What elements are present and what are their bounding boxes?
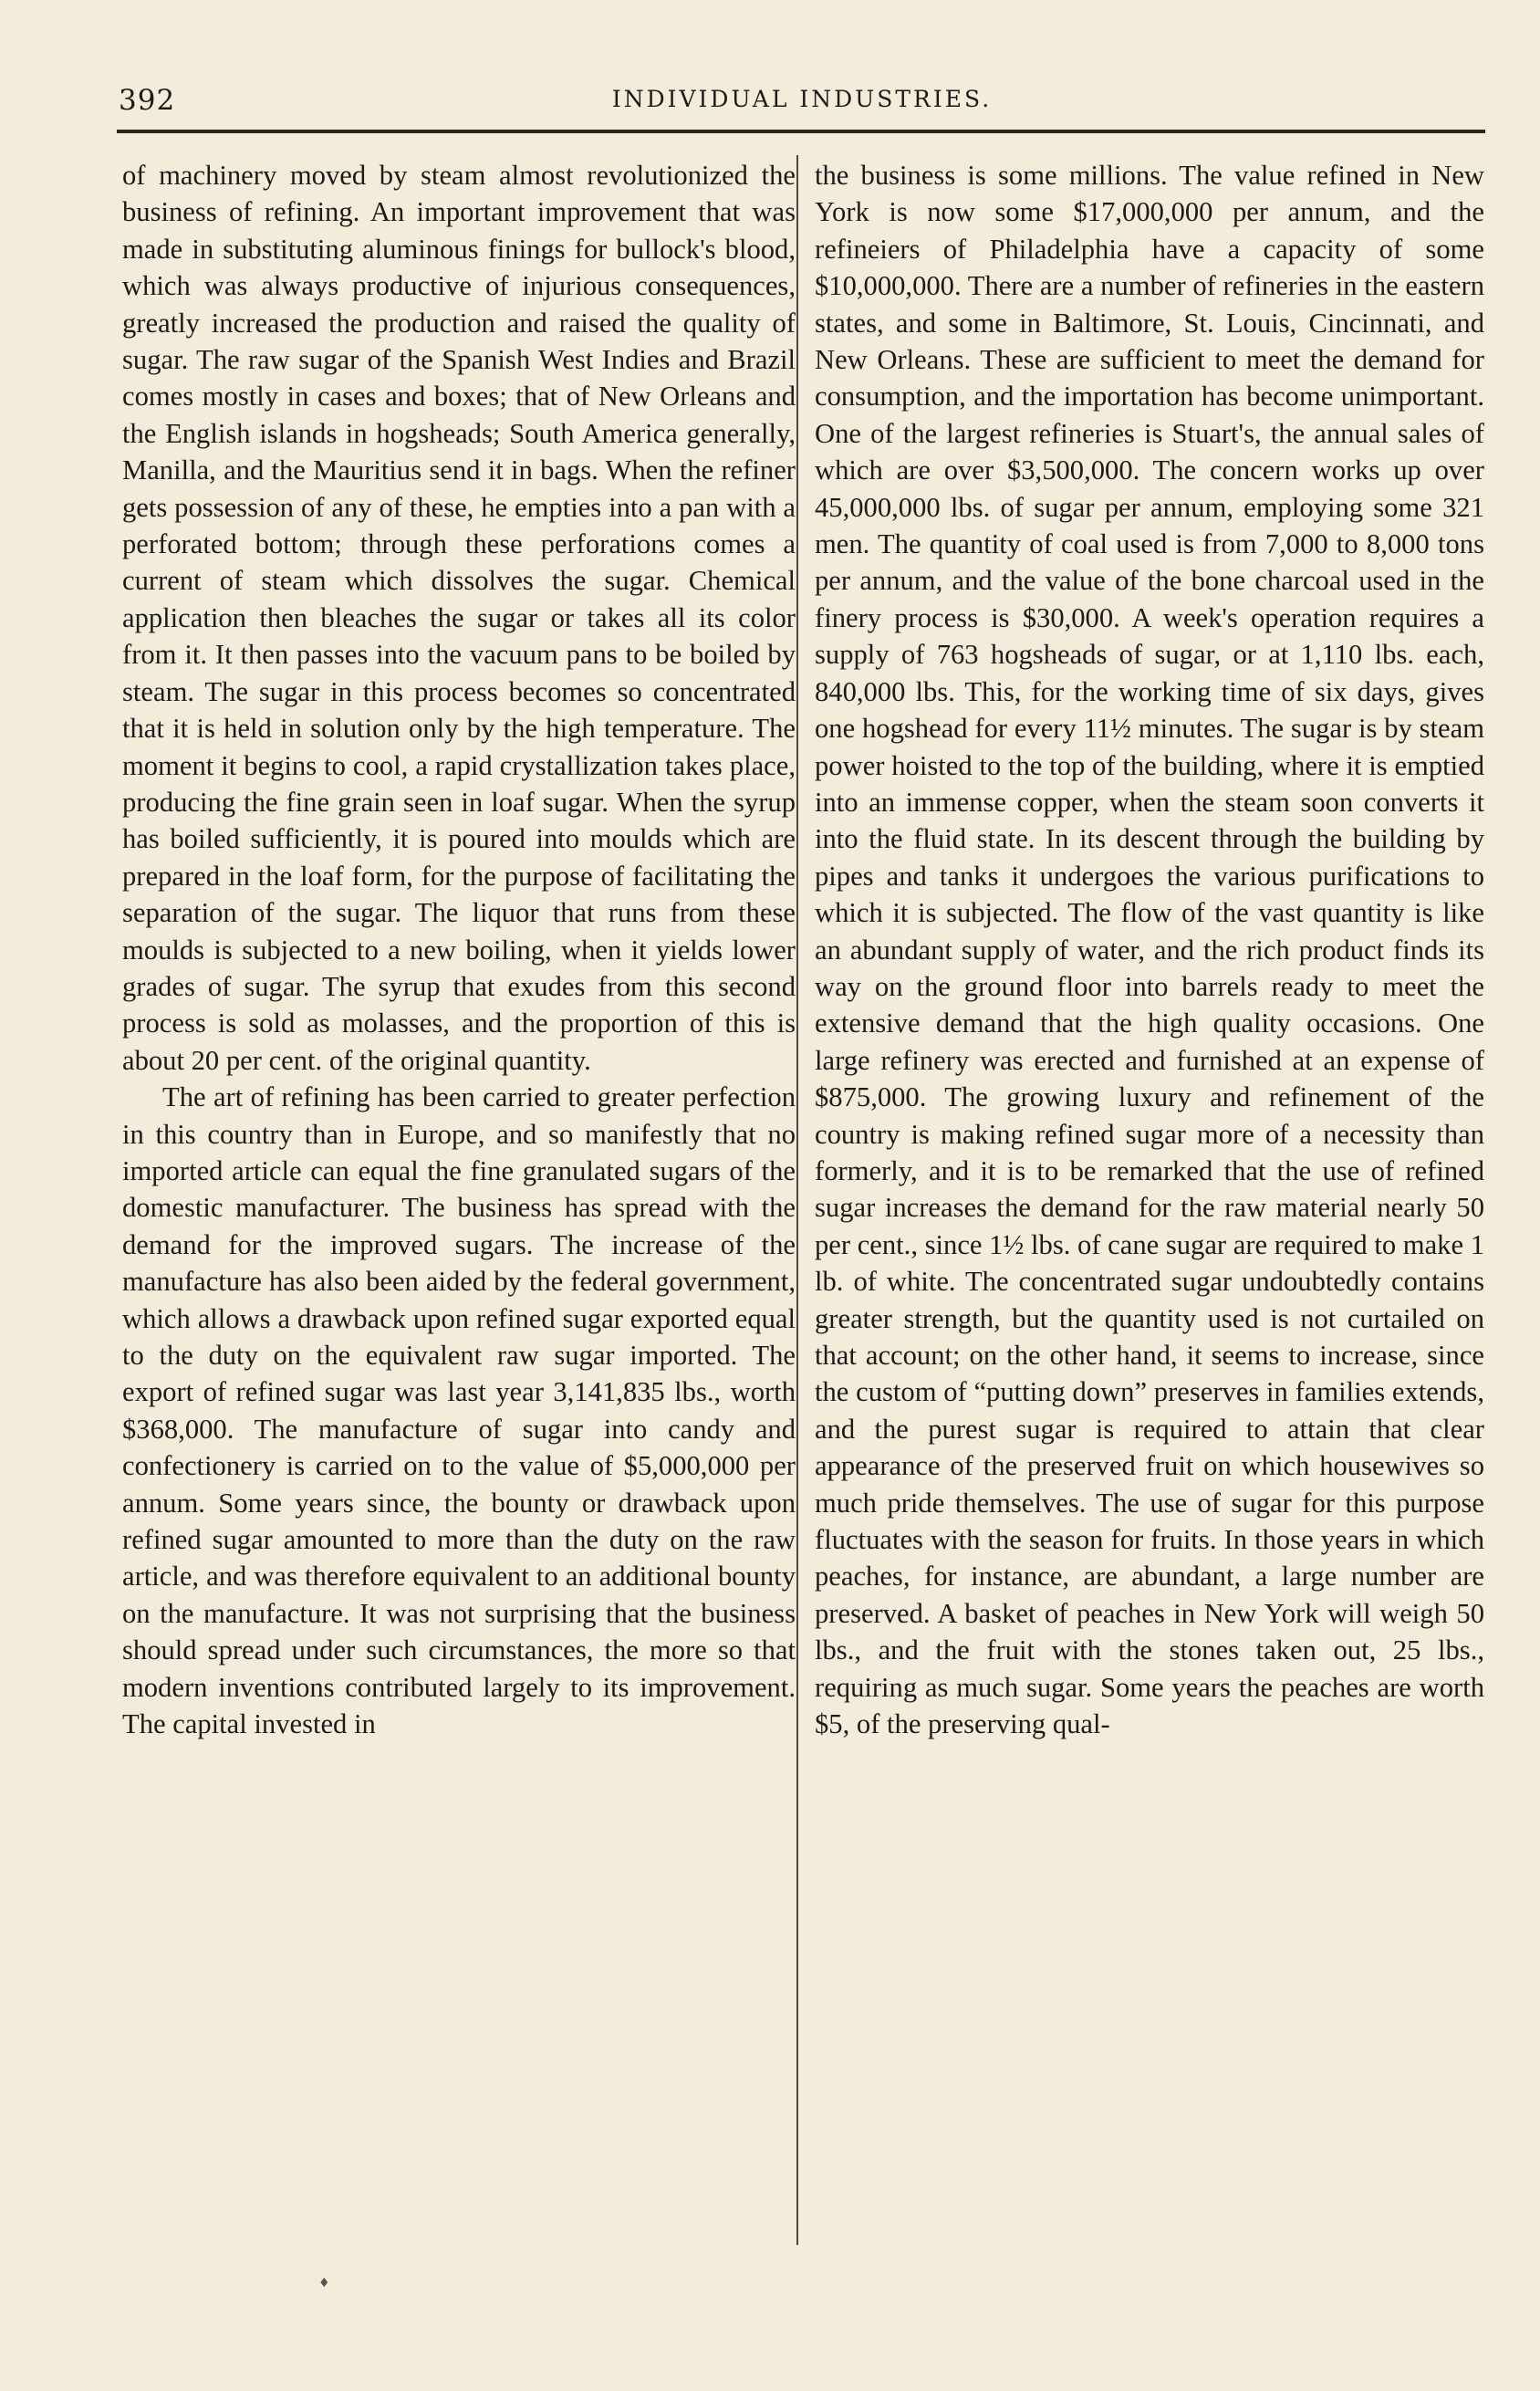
column-divider	[796, 155, 798, 2245]
left-paragraph-2: The art of refining has been carried to greater perfection in this country than in Europe, and so manifestly that no imported article can equal the fine granulated sugars of the domestic manufacturer. The business has spread with the demand for the improved sugars. The increase of the manufacture has also been aided by the federal government, which allows a drawback upon refined sugar exported equal to the duty on the equivalent raw sugar imported. The export of refined sugar was last year 3,141,835 lbs., worth $368,000. The manufacture of sugar into candy and confectionery is carried on to the value of $5,000,000 per annum. Some years since, the bounty or drawback upon refined sugar amounted to more than the duty on the raw article, and was therefore equivalent to an additional bounty on the manufacture. It was not surprising that the business should spread under such circumstances, the more so that modern inventions contributed largely to its improvement. The capital invested in	[122, 1081, 796, 1740]
right-paragraph-1: the business is some millions. The value refined in New York is now some $17,000,000 per annum, and the refineiers of Philadelphia have a capacity of some $10,000,000. There are a number of refineries in the eastern states, and some in Baltimore, St. Louis, Cincinnati, and New Orleans. These are sufficient to meet the demand for consumption, and the importation has become unimportant. One of the largest refineries is Stuart's, the annual sales of which are over $3,500,000. The concern works up over 45,000,000 lbs. of sugar per annum, employing some 321 men. The quantity of coal used is from 7,000 to 8,000 tons per annum, and the value of the bone charcoal used in the finery process is $30,000. A week's operation requires a supply of 763 hogsheads of sugar, or at 1,110 lbs. each, 840,000 lbs. This, for the working time of six days, gives one hogshead for every 11½ minutes. The sugar is by steam power hoisted to the top of the building, where it is emptied into an immense copper, when the steam soon converts it into the fluid state. In its descent through the building by pipes and tanks it undergoes the various purifications to which it is subjected. The flow of the vast quantity is like an abundant supply of water, and the rich product finds its way on the ground floor into barrels ready to meet the extensive demand that the high quality occasions. One large refinery was erected and furnished at an expense of $875,000. The growing luxury and refinement of the country is making refined sugar more of a necessity than formerly, and it is to be remarked that the use of refined sugar increases the demand for the raw material nearly 50 per cent., since 1½ lbs. of cane sugar are required to make 1 lb. of white. The concentrated sugar undoubtedly contains greater strength, but the quantity used is not curtailed on that account; on the other hand, it seems to increase, since the custom of “putting down” preserves in families extends, and the purest sugar is required to attain that clear appearance of the preserved fruit on which housewives so much pride themselves. The use of sugar for this purpose fluctuates with the season for fruits. In those years in which peaches, for instance, are abundant, a large number are preserved. A basket of peaches in New York will weigh 50 lbs., and the fruit with the stones taken out, 25 lbs., requiring as much sugar. Some years the peaches are worth $5, of the preserving qual-	[815, 160, 1484, 1740]
print-speck: ♦	[318, 2276, 330, 2291]
left-column	[122, 157, 796, 2243]
left-paragraph-1: of machinery moved by steam almost revolutionized the business of refining. An important improvement that was made in substituting aluminous finings for bullock's blood, which was always productive of injurious consequences, greatly increased the production and raised the quality of sugar. The raw sugar of the Spanish West Indies and Brazil comes mostly in cases and boxes; that of New Orleans and the English islands in hogsheads; South America generally, Manilla, and the Mauritius send it in bags. When the refiner gets possession of any of these, he empties into a pan with a perforated bottom; through these perforations comes a current of steam which dissolves the sugar. Chemical application then bleaches the sugar or takes all its color from it. It then passes into the vacuum pans to be boiled by steam. The sugar in this process becomes so concentrated that it is held in solution only by the high temperature. The moment it begins to cool, a rapid crystallization takes place, producing the fine grain seen in loaf sugar. When the syrup has boiled sufficiently, it is poured into moulds which are prepared in the loaf form, for the purpose of facilitating the separation of the sugar. The liquor that runs from these moulds is subjected to a new boiling, when it yields lower grades of sugar. The syrup that exudes from this second process is sold as molasses, and the proportion of this is about 20 per cent. of the original quantity.	[122, 160, 796, 1076]
right-column	[815, 157, 1484, 2243]
running-head: INDIVIDUAL INDUSTRIES.	[611, 86, 993, 112]
page-header	[119, 84, 1485, 120]
page-number: 392	[119, 84, 176, 117]
header-rule	[117, 130, 1485, 133]
